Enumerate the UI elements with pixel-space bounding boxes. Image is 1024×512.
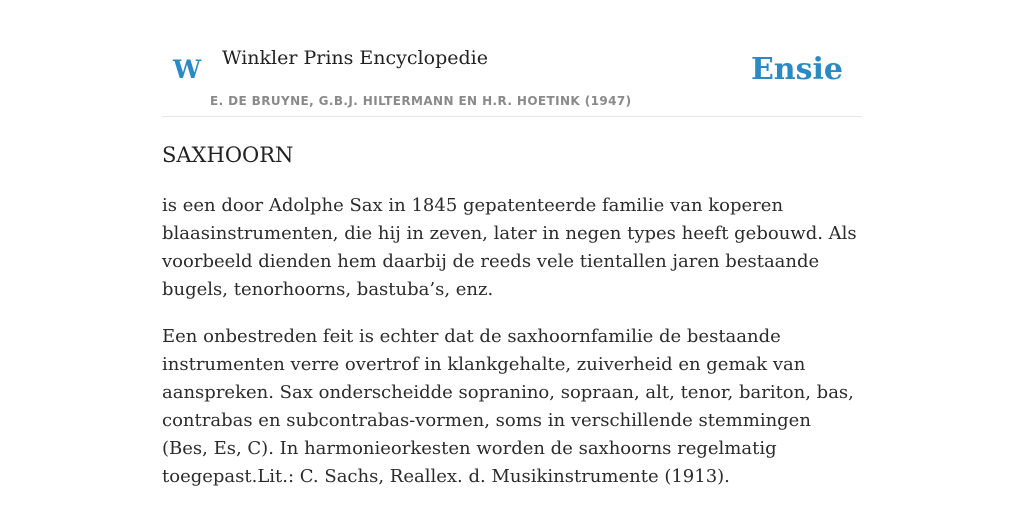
source-header [162, 0, 862, 117]
entry-paragraph: is een door Adolphe Sax in 1845 gepatenteerde familie van koperen blaasinstrumenten, die hij in zeven, later in negen types heeft gebouwd. Als voorbeeld dienden hem daarbij de reeds vele tientallen jaren bestaande bugels, tenorhoorns, bastuba’s, enz. [162, 195, 857, 300]
ensie-logo-link[interactable]: Ensie [750, 52, 843, 87]
entry-term: SAXHOORN [162, 143, 294, 167]
source-authors: E. DE BRUYNE, G.B.J. HILTERMANN EN H.R. HOETINK (1947) [210, 94, 632, 108]
entry-body [162, 192, 862, 510]
source-title[interactable]: Winkler Prins Encyclopedie [222, 47, 488, 69]
winkler-prins-logo[interactable]: W [173, 55, 202, 84]
entry-paragraph: Een onbestreden feit is echter dat de saxhoornfamilie de bestaande instrumenten verre overtrof in klankgehalte, zuiverheid en gemak van aanspreken. Sax onderscheidde sopranino, sopraan, alt, tenor, bariton, bas, contrabas en subcontrabas-vormen, soms in verschillende stemmingen (Bes, Es, C). In harmonieorkesten worden de saxhoorns regelmatig toegepast.Lit.: C. Sachs, Reallex. d. Musikinstrumente (1913). [162, 326, 854, 487]
